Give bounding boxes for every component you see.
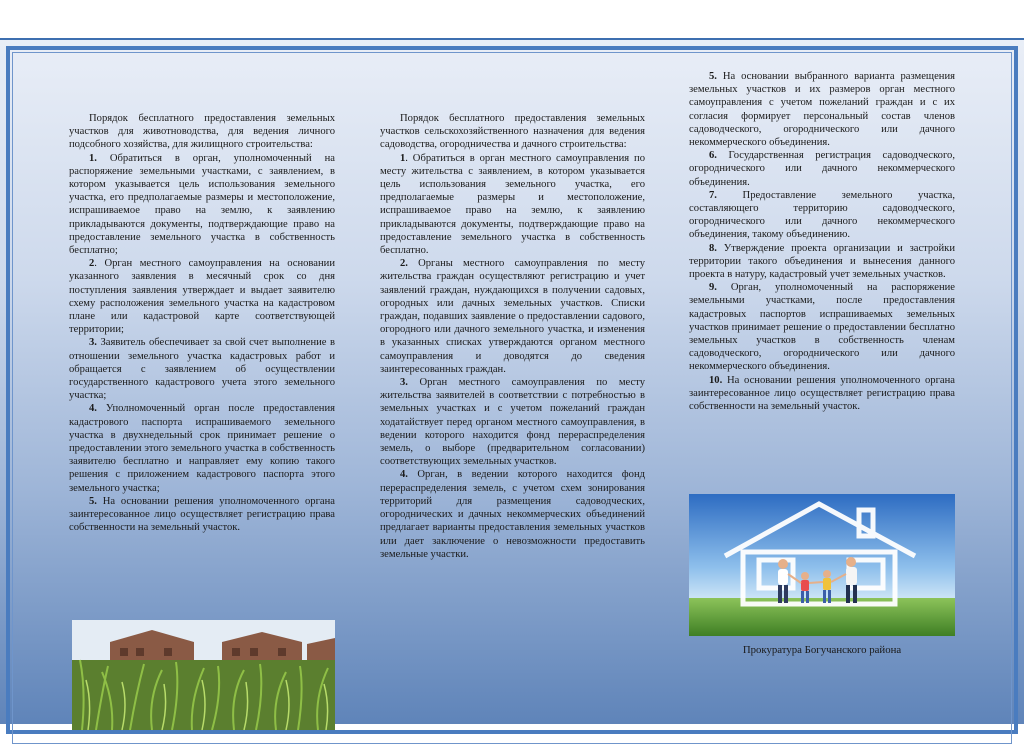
col2-item-4 [380, 468, 645, 560]
item-text: Предоставление земельного участка, составляющего территорию садоводческого, огороднического или дачного некоммерческого объединения, такому объединению. [689, 189, 955, 241]
item-text: Орган, уполномоченный на распоряжение земельными участками, после предоставления кадастровых паспортов испрашиваемых земельных участков принимает решение о предоставлении бесплатно земельных участков в собственность членам садоводческого, огороднического или дачного некоммерческого объединения. [689, 282, 955, 373]
item-text: На основании решения уполномоченного органа заинтересованное лицо осуществляет регистрацию права собственности на земельный участок. [689, 374, 955, 413]
column-2 [380, 112, 645, 561]
item-number: 1. [89, 152, 97, 164]
column-1 [69, 112, 335, 535]
item-number: 3. [89, 337, 97, 349]
item-number: 10. [709, 374, 723, 386]
col2-intro: Порядок бесплатного предоставления земельных участков сельскохозяйственного назначения для ведения садоводства, огородничества и дачного строительства: [380, 113, 645, 151]
prosecutor-caption: Прокуратура Богучанского района [742, 644, 902, 656]
col2-item-3 [380, 376, 645, 468]
item-number: 8. [709, 242, 717, 254]
item-number: 4. [89, 403, 97, 415]
col3-item-9 [689, 281, 955, 373]
col3-item-8 [689, 242, 955, 282]
col3-item-10 [689, 374, 955, 414]
column-3 [689, 70, 955, 413]
item-text: Утверждение проекта организации и застройки территории такого объединения и вынесения данного проекта в натуру, кадастровый учет земельных участков. [689, 242, 955, 281]
item-number: 2. [400, 258, 408, 270]
item-text: . Орган местного самоуправления на основании указанного заявления в месячный срок со дня поступления заявления утверждает и выдает заявителю схему расположения земельного участка на кадастровом плане или кадастровой карте соответствующей территории; [69, 258, 335, 336]
col1-item-4 [69, 402, 335, 494]
col1-intro: Порядок бесплатного предоставления земельных участков для животноводства, для ведения личного подсобного хозяйства, для жилищного строительства: [69, 113, 335, 151]
item-text: . Обратиться в орган местного самоуправления по месту жительства с заявлением, в котором указывается цель использования земельного участка, его предполагаемые размеры и местоположение, испрашиваемое право на землю, к заявлению прикладываются документы, подтверждающие право на предоставление земельного участка в собственность бесплатно. [380, 152, 645, 257]
item-number: 4. [400, 469, 408, 481]
grass-houses-photo [72, 620, 335, 730]
item-number: 2 [89, 258, 95, 270]
col2-item-1 [380, 152, 645, 258]
col3-item-5 [689, 70, 955, 149]
item-number: 5. [709, 71, 717, 82]
item-number: 5. [89, 495, 97, 507]
grass-houses-illustration [72, 620, 335, 730]
item-number: 7. [709, 189, 717, 201]
item-number: 6. [709, 150, 717, 162]
item-text: На основании решения уполномоченного органа заинтересованное лицо осуществляет регистрацию права собственности на земельный участок. [69, 495, 335, 534]
col1-item-5 [69, 495, 335, 535]
item-text: Государственная регистрация садоводческого, огороднического или дачного некоммерческого объединения. [689, 150, 955, 188]
col3-item-6 [689, 149, 955, 189]
family-house-photo [689, 494, 955, 636]
item-number: 9. [709, 282, 717, 294]
item-number: 3. [400, 377, 408, 389]
col3-item-7 [689, 189, 955, 242]
item-text: Заявитель обеспечивает за свой счет выполнение в отношении земельного участка кадастровых работ и обращается с заявлением об осуществлении государственного кадастрового учета этого земельного участка; [69, 337, 335, 402]
item-text: Орган местного самоуправления по месту жительства заявителей в соответствии с потребностью в земельных участках и с учетом пожеланий граждан ходатайствует перед органом местного самоуправления, в ведении которого находится фонд перераспределения земель, о выборе (предварительном согласовании) соответствующих земельных участков. [380, 377, 645, 468]
item-text: Орган, в ведении которого находится фонд перераспределения земель, с учетом схем зонирования территорий для размещения садоводческих, огороднических и дачных некоммерческих объединений предлагает варианты предоставления земельных участков или дает заключение о невозможности предоставить земельные участки. [380, 469, 645, 560]
col1-item-3 [69, 336, 335, 402]
item-text: Органы местного самоуправления по месту жительства граждан осуществляют регистрацию и учет заявлений граждан, нуждающихся в получении садовых, огородных или дачных земельных участков. Списки граждан, подавших заявление о предоставлении садового, огородного или дачного земельного участка, и изменения в указанных списках утверждаются органом местного самоуправления и доводятся до сведения заинтересованных граждан. [380, 258, 645, 375]
col2-item-2 [380, 257, 645, 376]
item-text: Обратиться в орган, уполномоченный на распоряжение земельными участками, с заявлением, в котором указывается цель использования земельного участка, его предполагаемые размеры и местоположение, испрашиваемое право на землю, к заявлению прикладываются документы, подтверждающие право на предоставление земельного участка в собственность бесплатно; [69, 152, 335, 257]
col1-item-1 [69, 152, 335, 258]
col1-item-2 [69, 257, 335, 336]
item-text: Уполномоченный орган после предоставления кадастрового паспорта испрашиваемого земельного участка в двухнедельный срок принимает решение о предоставлении этого земельного участка в собственность заявителю бесплатно и направляет ему копию такого решения с приложением кадастрового паспорта этого земельного участка; [69, 403, 335, 494]
family-house-illustration [689, 494, 955, 636]
item-text: На основании выбранного варианта размещения земельных участков и их размеров орган местного самоуправления с учетом пожеланий граждан и с их согласия формирует персональный состав членов садоводческого, огороднического или дачного некоммерческого объединения. [689, 71, 955, 149]
item-number: 1 [400, 152, 406, 164]
